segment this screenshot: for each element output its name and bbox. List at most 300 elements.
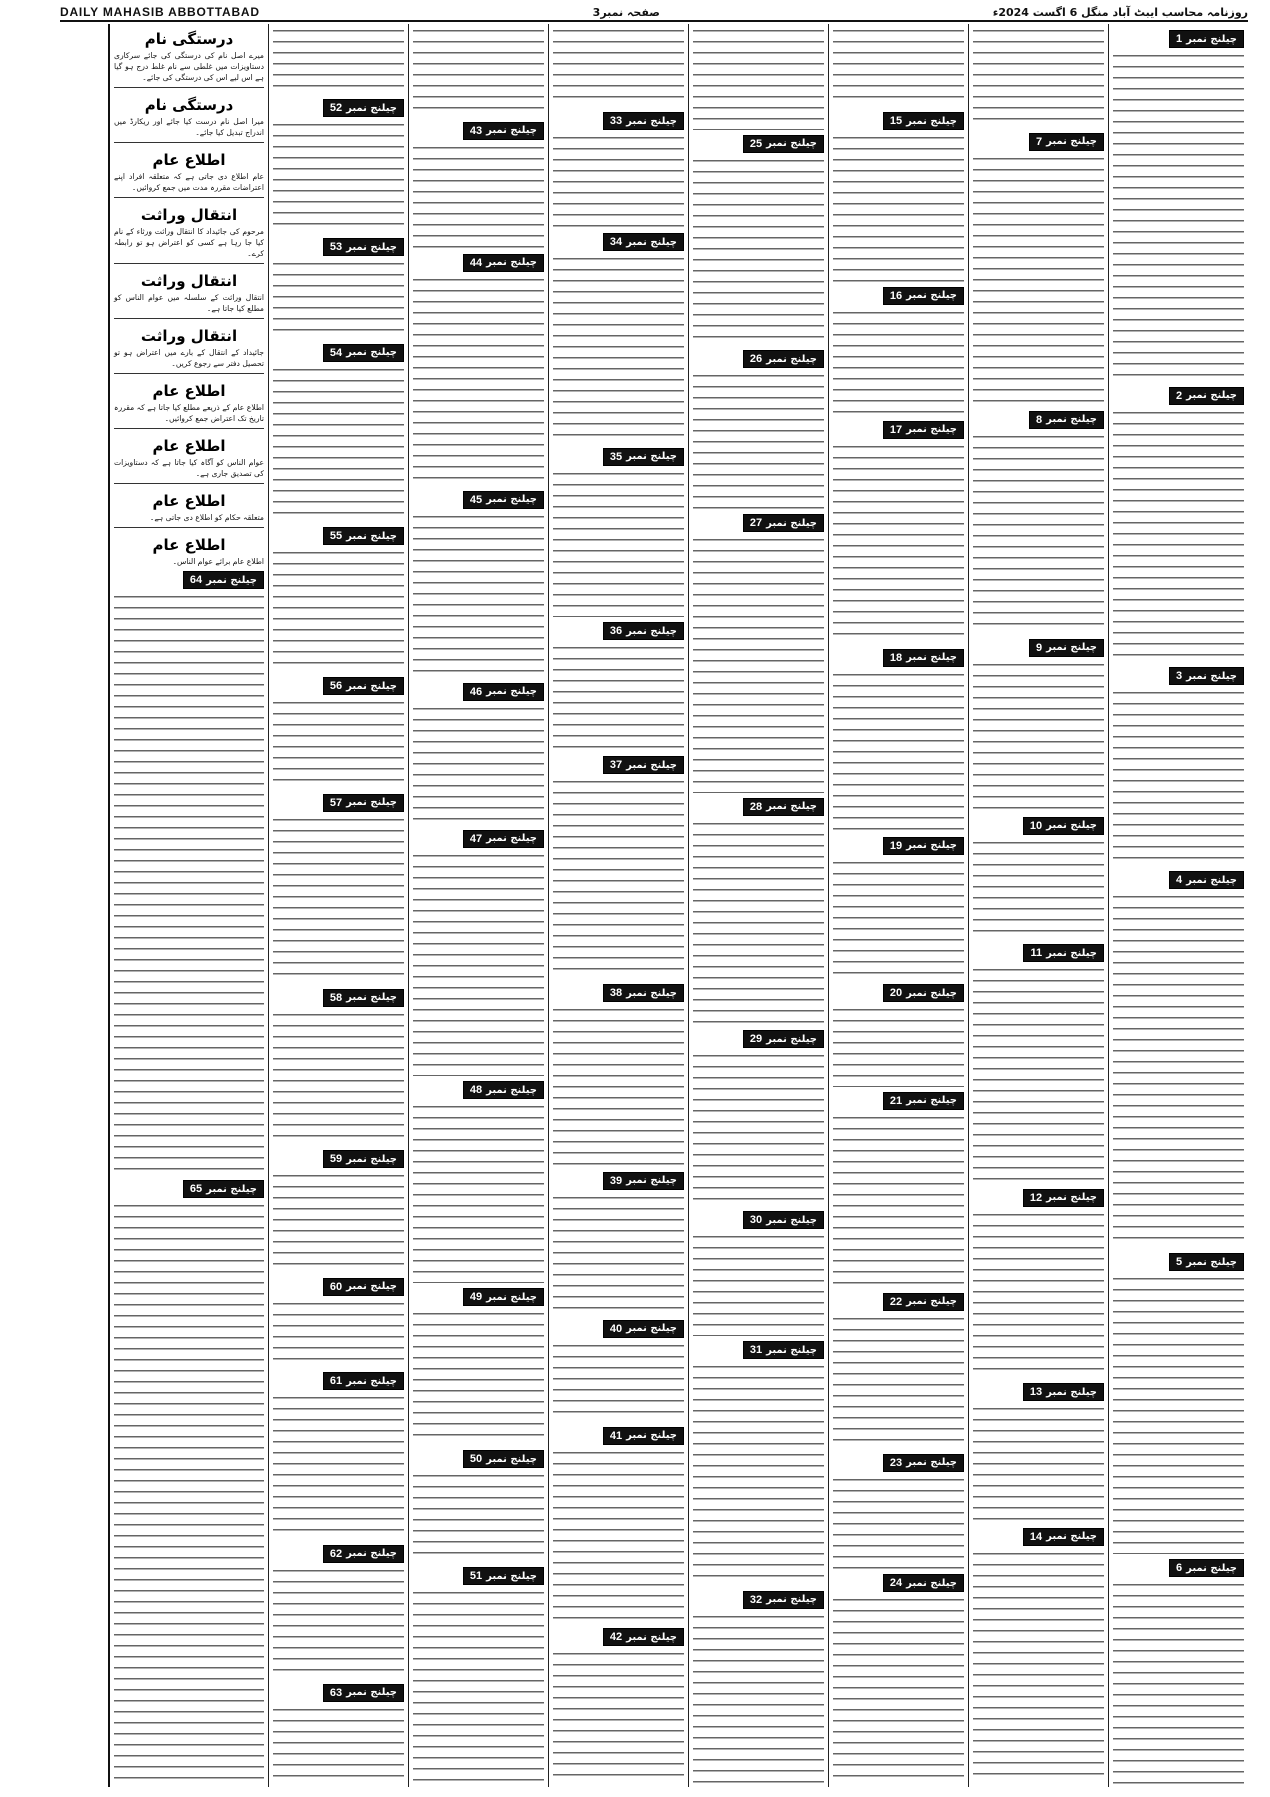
challenge-number: 9	[1035, 641, 1043, 654]
challenge-number: 60	[329, 1280, 343, 1293]
text-body	[413, 1589, 544, 1784]
text-body	[413, 1310, 544, 1445]
classified-notice	[114, 92, 264, 138]
text-body	[693, 27, 824, 130]
classified-notice	[114, 323, 264, 369]
challenge-heading	[1169, 1253, 1244, 1271]
text-body	[693, 536, 824, 793]
text-body	[273, 1011, 404, 1145]
challenge-label: چیلنج نمبر	[906, 290, 957, 302]
challenge-label: چیلنج نمبر	[626, 1430, 677, 1442]
challenge-label: چیلنج نمبر	[486, 257, 537, 269]
classified-notice	[114, 433, 264, 479]
challenge-number: 28	[749, 800, 763, 813]
challenge-label: چیلنج نمبر	[626, 451, 677, 463]
challenge-heading	[883, 287, 964, 305]
divider	[114, 483, 264, 484]
notice-title: درستگی نام	[144, 30, 234, 48]
challenge-heading	[883, 1293, 964, 1311]
challenge-heading	[603, 1320, 684, 1338]
text-body	[833, 1114, 964, 1288]
text-body	[693, 372, 824, 509]
challenge-label: چیلنج نمبر	[486, 833, 537, 845]
challenge-heading	[1023, 817, 1104, 835]
divider	[114, 197, 264, 198]
text-body	[273, 1300, 404, 1367]
challenge-number: 32	[749, 1593, 763, 1606]
challenge-label: چیلنج نمبر	[1186, 390, 1237, 402]
challenge-number: 31	[749, 1344, 763, 1357]
notice-text: اطلاع عام برائے عوام الناس۔	[172, 557, 264, 566]
challenge-number: 16	[889, 289, 903, 302]
challenge-label: چیلنج نمبر	[766, 1594, 817, 1606]
challenge-number: 64	[189, 574, 203, 586]
challenge-label: چیلنج نمبر	[626, 115, 677, 127]
text-body	[1113, 52, 1244, 382]
notice-text: اطلاع عام کے ذریعے مطلع کیا جاتا ہے کہ مقررہ تاریخ تک اعتراض جمع کروائیں۔	[114, 403, 264, 423]
challenge-heading	[603, 233, 684, 251]
challenge-number: 41	[609, 1429, 623, 1442]
challenge-number: 13	[1029, 1386, 1043, 1399]
text-body	[413, 144, 544, 249]
challenge-label: چیلنج نمبر	[486, 1453, 537, 1465]
text-body	[833, 443, 964, 644]
notice-text: میرا اصل نام درست کیا جائے اور ریکارڈ میں اندراج تبدیل کیا جائے۔	[114, 117, 264, 137]
challenge-label: چیلنج نمبر	[626, 1323, 677, 1334]
challenge-number: 1	[1175, 33, 1183, 45]
challenge-heading	[1023, 1528, 1104, 1546]
challenge-number: 34	[609, 236, 623, 249]
text-body	[693, 820, 824, 1025]
challenge-heading	[1169, 667, 1244, 685]
text-body	[413, 276, 544, 486]
challenge-label: چیلنج نمبر	[906, 987, 957, 999]
text-body	[833, 1476, 964, 1570]
challenge-number: 15	[889, 115, 903, 128]
challenge-number: 20	[889, 987, 903, 1000]
challenge-label: چیلنج نمبر	[626, 236, 677, 248]
challenge-heading	[1169, 387, 1244, 405]
text-body	[553, 778, 684, 979]
text-body	[273, 816, 404, 984]
text-body	[973, 27, 1104, 128]
text-body	[553, 1449, 684, 1623]
notice-text: عام اطلاع دی جاتی ہے کہ متعلقہ افراد اپنے اعتراضات مقررہ مدت میں جمع کروائیں۔	[114, 172, 264, 192]
paper-name: DAILY MAHASIB ABBOTTABAD	[60, 5, 260, 19]
text-body	[553, 255, 684, 443]
challenge-heading	[603, 622, 684, 640]
challenge-number: 27	[749, 517, 763, 530]
challenge-label: چیلنج نمبر	[346, 1153, 397, 1165]
challenge-number: 42	[609, 1631, 623, 1644]
notice-title: اطلاع عام	[152, 151, 226, 169]
challenge-heading	[603, 756, 684, 774]
challenge-number: 2	[1175, 389, 1183, 402]
text-body	[833, 134, 964, 281]
text-body	[413, 513, 544, 678]
challenge-number: 48	[469, 1084, 483, 1097]
challenge-label: چیلنج نمبر	[346, 1281, 397, 1293]
text-body	[973, 839, 1104, 940]
page-number: صفحہ نمبر3	[592, 5, 660, 19]
challenge-label: چیلنج نمبر	[626, 625, 677, 637]
text-body	[553, 1194, 684, 1315]
text-body	[1113, 409, 1244, 662]
challenge-label: چیلنج نمبر	[906, 115, 957, 127]
challenge-heading	[883, 421, 964, 439]
text-body	[833, 1315, 964, 1449]
notice-text: مرحوم کی جائیداد کا انتقال وراثت ورثاء کے نام کیا جا رہا ہے کسی کو اعتراض ہو تو رابطہ کرے۔	[114, 227, 264, 258]
challenge-heading	[323, 989, 404, 1007]
divider	[114, 142, 264, 143]
challenge-label: چیلنج نمبر	[906, 1095, 957, 1107]
classified-notice	[114, 532, 264, 567]
column-5	[548, 24, 688, 1787]
challenge-heading	[1023, 1189, 1104, 1207]
text-body	[413, 852, 544, 1077]
classified-notice	[114, 147, 264, 193]
challenge-label: چیلنج نمبر	[906, 424, 957, 436]
challenge-heading	[603, 1628, 684, 1646]
text-body	[833, 309, 964, 416]
challenge-label: چیلنج نمبر	[906, 1457, 957, 1469]
challenge-label: چیلنج نمبر	[626, 1631, 677, 1643]
challenge-label: چیلنج نمبر	[1046, 947, 1097, 959]
challenge-label: چیلنج نمبر	[1186, 874, 1237, 886]
challenge-heading	[743, 350, 824, 368]
challenge-label: چیلنج نمبر	[1046, 820, 1097, 831]
challenge-number: 39	[609, 1174, 623, 1187]
classified-notice	[114, 26, 264, 83]
text-body	[273, 1172, 404, 1273]
challenge-number: 25	[749, 137, 763, 150]
text-body	[693, 1363, 824, 1586]
challenge-heading	[743, 135, 824, 153]
text-body	[273, 1567, 404, 1679]
column-1	[1108, 24, 1248, 1787]
text-body	[553, 1342, 684, 1422]
text-body	[273, 1706, 404, 1784]
column-grid	[60, 24, 1248, 1787]
divider	[114, 318, 264, 319]
notice-title: اطلاع عام	[152, 536, 226, 554]
challenge-label: چیلنج نمبر	[346, 680, 397, 692]
column-8	[108, 24, 268, 1787]
column-2	[968, 24, 1108, 1787]
challenge-number: 56	[329, 680, 343, 693]
challenge-heading	[323, 1372, 404, 1390]
challenge-number: 10	[1029, 819, 1043, 832]
challenge-heading	[323, 1278, 404, 1296]
challenge-label: چیلنج نمبر	[486, 686, 537, 698]
challenge-heading	[603, 112, 684, 130]
challenge-heading	[1169, 871, 1244, 889]
text-body	[1113, 689, 1244, 866]
challenge-label: چیلنج نمبر	[626, 759, 677, 771]
challenge-number: 6	[1175, 1562, 1183, 1575]
challenge-heading	[1029, 411, 1104, 429]
text-body	[693, 157, 824, 345]
notice-text: جائیداد کے انتقال کے بارے میں اعتراض ہو تو تحصیل دفتر سے رجوع کریں۔	[114, 348, 264, 368]
notice-text: متعلقہ حکام کو اطلاع دی جاتی ہے۔	[149, 513, 264, 522]
challenge-label: چیلنج نمبر	[346, 1375, 397, 1387]
challenge-number: 4	[1175, 874, 1183, 887]
challenge-number: 62	[329, 1547, 343, 1560]
divider	[114, 263, 264, 264]
challenge-heading	[883, 649, 964, 667]
challenge-heading	[463, 1288, 544, 1306]
notice-title: انتقال وراثت	[140, 272, 238, 290]
challenge-number: 19	[889, 839, 903, 852]
classified-notice	[114, 488, 264, 523]
challenge-number: 40	[609, 1322, 623, 1335]
challenge-label: چیلنج نمبر	[906, 1296, 957, 1308]
challenge-label: چیلنج نمبر	[346, 530, 397, 542]
classified-notice	[114, 378, 264, 424]
notice-text: عوام الناس کو آگاہ کیا جاتا ہے کہ دستاویزات کی تصدیق جاری ہے۔	[114, 458, 264, 478]
challenge-heading	[1169, 1559, 1244, 1577]
challenge-heading	[323, 99, 404, 117]
text-body	[1113, 1275, 1244, 1554]
challenge-number: 47	[469, 832, 483, 845]
challenge-number: 21	[889, 1094, 903, 1107]
text-body	[413, 705, 544, 825]
challenge-number: 65	[189, 1183, 203, 1195]
challenge-heading	[323, 1684, 404, 1702]
challenge-number: 30	[749, 1214, 763, 1227]
challenge-number: 44	[469, 256, 483, 269]
notice-title: اطلاع عام	[152, 437, 226, 455]
classified-notice	[114, 268, 264, 314]
text-body	[693, 1613, 824, 1784]
challenge-heading	[1169, 30, 1244, 48]
challenge-heading	[323, 794, 404, 812]
challenge-heading	[463, 491, 544, 509]
challenge-label: چیلنج نمبر	[206, 1183, 257, 1195]
challenge-label: چیلنج نمبر	[1046, 414, 1097, 426]
challenge-number: 58	[329, 991, 343, 1004]
challenge-number: 63	[329, 1686, 343, 1699]
challenge-heading	[1029, 639, 1104, 657]
challenge-label: چیلنج نمبر	[486, 1570, 537, 1582]
challenge-heading	[463, 1450, 544, 1468]
challenge-heading	[883, 1454, 964, 1472]
challenge-number: 18	[889, 651, 903, 664]
challenge-heading	[743, 514, 824, 532]
challenge-number: 38	[609, 987, 623, 1000]
challenge-number: 7	[1035, 135, 1043, 148]
text-body	[553, 644, 684, 751]
text-body	[114, 1202, 264, 1784]
column-3	[828, 24, 968, 1787]
challenge-heading	[743, 1211, 824, 1229]
challenge-label: چیلنج نمبر	[766, 1214, 817, 1226]
text-body	[553, 134, 684, 228]
text-body	[693, 1052, 824, 1206]
challenge-number: 8	[1035, 413, 1043, 426]
notice-title: درستگی نام	[144, 96, 234, 114]
challenge-label: چیلنج نمبر	[346, 992, 397, 1004]
challenge-heading	[183, 571, 264, 589]
challenge-heading	[883, 112, 964, 130]
text-body	[273, 549, 404, 672]
text-body	[273, 27, 404, 94]
challenge-number: 24	[889, 1577, 903, 1590]
challenge-label: چیلنج نمبر	[486, 125, 537, 137]
challenge-number: 61	[329, 1375, 343, 1388]
challenge-label: چیلنج نمبر	[486, 1291, 537, 1303]
challenge-number: 11	[1030, 947, 1043, 959]
divider	[114, 373, 264, 374]
classified-notice	[114, 202, 264, 259]
text-body	[1113, 893, 1244, 1248]
challenge-heading	[883, 984, 964, 1002]
challenge-heading	[603, 984, 684, 1002]
challenge-heading	[1023, 1383, 1104, 1401]
divider	[114, 87, 264, 88]
text-body	[273, 366, 404, 523]
text-body	[833, 1596, 964, 1784]
challenge-heading	[463, 683, 544, 701]
challenge-label: چیلنج نمبر	[906, 840, 957, 852]
challenge-label: چیلنج نمبر	[766, 138, 817, 150]
challenge-heading	[463, 254, 544, 272]
challenge-number: 29	[749, 1033, 763, 1046]
challenge-label: چیلنج نمبر	[1186, 1562, 1237, 1574]
challenge-label: چیلنج نمبر	[346, 102, 397, 114]
challenge-heading	[743, 1030, 824, 1048]
challenge-number: 53	[329, 241, 343, 254]
challenge-number: 3	[1175, 670, 1183, 683]
challenge-heading	[883, 1092, 964, 1110]
divider	[114, 527, 264, 528]
text-body	[693, 1233, 824, 1336]
text-body	[973, 155, 1104, 406]
challenge-heading	[323, 1545, 404, 1563]
challenge-heading	[883, 1574, 964, 1592]
divider	[114, 428, 264, 429]
challenge-heading	[463, 1081, 544, 1099]
challenge-number: 26	[749, 353, 763, 366]
column-6	[408, 24, 548, 1787]
challenge-label: چیلنج نمبر	[1046, 1531, 1097, 1542]
text-body	[833, 27, 964, 107]
challenge-number: 5	[1175, 1256, 1183, 1269]
challenge-label: چیلنج نمبر	[346, 1548, 397, 1560]
text-body	[973, 1211, 1104, 1379]
challenge-number: 51	[469, 1570, 483, 1583]
challenge-label: چیلنج نمبر	[766, 1344, 817, 1356]
challenge-heading	[323, 527, 404, 545]
challenge-number: 12	[1029, 1191, 1043, 1204]
notice-text: میرے اصل نام کی درستگی کی جائے سرکاری دستاویزات میں غلطی سے نام غلط درج ہو گیا ہے اس لیے اس کی درستگی کی جائے۔	[114, 51, 264, 82]
challenge-label: چیلنج نمبر	[346, 241, 397, 253]
challenge-label: چیلنج نمبر	[766, 1033, 817, 1045]
challenge-label: چیلنج نمبر	[1046, 1192, 1097, 1204]
text-body	[273, 121, 404, 233]
challenge-label: چیلنج نمبر	[1046, 1386, 1097, 1398]
challenge-label: چیلنج نمبر	[486, 1084, 537, 1096]
text-body	[833, 671, 964, 832]
challenge-number: 52	[329, 102, 343, 115]
text-body	[273, 699, 404, 789]
challenge-label: چیلنج نمبر	[766, 801, 817, 813]
challenge-heading	[603, 448, 684, 466]
challenge-number: 43	[469, 124, 483, 137]
challenge-number: 57	[329, 796, 343, 809]
notice-title: اطلاع عام	[152, 492, 226, 510]
challenge-label: چیلنج نمبر	[1186, 1256, 1237, 1268]
challenge-number: 14	[1029, 1530, 1043, 1543]
challenge-heading	[463, 1567, 544, 1585]
text-body	[273, 260, 404, 338]
challenge-number: 46	[469, 685, 483, 698]
text-body	[273, 1394, 404, 1540]
challenge-number: 54	[329, 346, 343, 359]
text-body	[973, 661, 1104, 812]
text-body	[553, 27, 684, 107]
masthead	[60, 6, 1248, 22]
challenge-heading	[743, 1341, 824, 1359]
challenge-number: 59	[329, 1153, 343, 1166]
challenge-number: 55	[329, 530, 343, 543]
challenge-label: چیلنج نمبر	[1046, 136, 1097, 147]
challenge-number: 50	[469, 1453, 483, 1466]
text-body	[833, 859, 964, 980]
text-body	[973, 1405, 1104, 1522]
text-body	[553, 1650, 684, 1784]
text-body	[553, 470, 684, 617]
text-body	[114, 593, 264, 1175]
challenge-number: 37	[609, 759, 623, 772]
challenge-number: 17	[889, 423, 903, 436]
text-body	[833, 1006, 964, 1086]
challenge-number: 33	[609, 115, 623, 128]
challenge-label: چیلنج نمبر	[766, 517, 817, 529]
challenge-label: چیلنج نمبر	[906, 652, 957, 664]
notice-title: اطلاع عام	[152, 382, 226, 400]
challenge-label: چیلنج نمبر	[346, 797, 397, 809]
challenge-heading	[883, 837, 964, 855]
challenge-heading	[323, 677, 404, 695]
challenge-label: چیلنج نمبر	[1046, 642, 1097, 654]
challenge-label: چیلنج نمبر	[346, 1687, 397, 1699]
challenge-label: چیلنج نمبر	[1186, 33, 1237, 45]
challenge-heading	[463, 830, 544, 848]
notice-title: انتقال وراثت	[140, 206, 238, 224]
notice-text: انتقال وراثت کے سلسلہ میں عوام الناس کو مطلع کیا جاتا ہے۔	[114, 293, 264, 313]
challenge-heading	[183, 1180, 264, 1198]
challenge-label: چیلنج نمبر	[766, 353, 817, 365]
challenge-heading	[1029, 133, 1104, 151]
column-7	[268, 24, 408, 1787]
challenge-label: چیلنج نمبر	[1186, 670, 1237, 682]
challenge-heading	[323, 238, 404, 256]
text-body	[973, 433, 1104, 634]
challenge-label: چیلنج نمبر	[906, 1577, 957, 1589]
challenge-heading	[463, 122, 544, 140]
notice-title: انتقال وراثت	[140, 327, 238, 345]
challenge-number: 35	[609, 450, 623, 463]
challenge-number: 23	[889, 1456, 903, 1469]
challenge-heading	[743, 798, 824, 816]
challenge-label: چیلنج نمبر	[346, 347, 397, 358]
text-body	[1113, 1581, 1244, 1784]
text-body	[413, 1103, 544, 1283]
text-body	[413, 27, 544, 117]
challenge-label: چیلنج نمبر	[486, 494, 537, 506]
challenge-number: 22	[889, 1295, 903, 1308]
